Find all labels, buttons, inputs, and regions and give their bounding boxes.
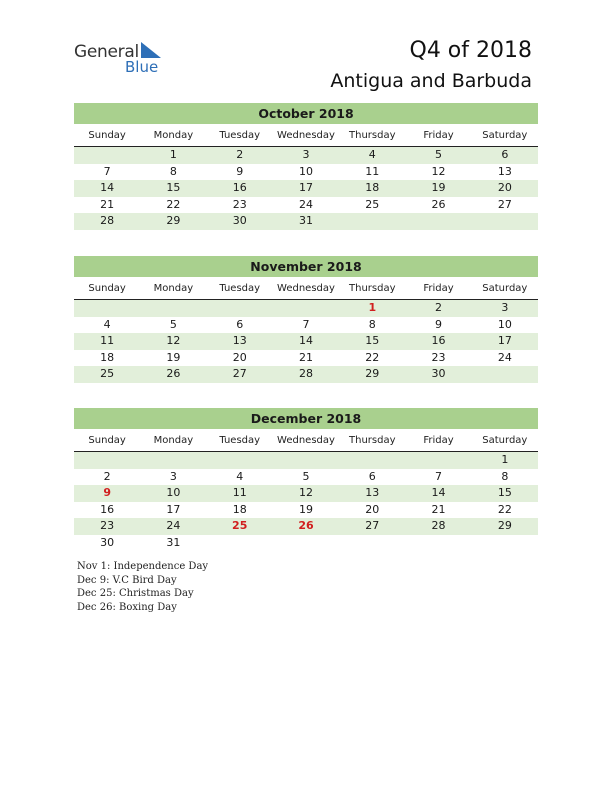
day-cell: 24 (298, 197, 313, 211)
day-cell (74, 147, 140, 164)
week-row (74, 350, 538, 367)
day-cell: 2 (236, 148, 244, 161)
day-cell: 19 (166, 350, 181, 364)
day-cell: 16 (232, 181, 247, 194)
day-cell (405, 535, 471, 552)
day-cell: 24 (497, 350, 512, 364)
day-cell: 29 (365, 367, 380, 380)
weekday-label: Friday (423, 130, 454, 141)
day-cell: 31 (298, 214, 313, 227)
day-cell: 3 (169, 469, 177, 483)
day-cell: 5 (302, 469, 310, 483)
week-row (74, 333, 538, 350)
day-cell: 7 (435, 469, 443, 483)
weekday-label: Thursday (349, 283, 396, 294)
day-cell: 25 (100, 367, 115, 380)
day-cell: 7 (302, 317, 310, 331)
holiday-note: Nov 1: Independence Day (77, 561, 209, 572)
day-cell (405, 452, 471, 469)
day-cell: 6 (368, 469, 376, 483)
day-cell: 27 (232, 367, 247, 380)
day-cell: 26 (166, 367, 181, 380)
day-cell: 25 (365, 197, 380, 211)
holiday-day-cell: 1 (368, 301, 377, 314)
day-cell: 19 (431, 181, 446, 194)
day-cell: 23 (232, 197, 247, 211)
day-cell: 30 (100, 535, 115, 549)
weekday-header-row (74, 432, 538, 452)
day-cell: 23 (100, 519, 115, 532)
day-cell: 8 (501, 469, 509, 483)
day-cell (207, 300, 273, 317)
day-cell: 8 (368, 317, 376, 331)
day-cell: 21 (100, 197, 115, 211)
holiday-day-cell: 9 (103, 486, 111, 499)
week-row (74, 317, 538, 334)
day-cell: 13 (365, 486, 380, 499)
day-cell: 24 (166, 519, 181, 532)
day-cell: 14 (431, 486, 446, 499)
day-cell: 1 (501, 453, 509, 466)
day-cell: 29 (166, 214, 181, 227)
day-cell: 6 (236, 317, 244, 331)
day-cell (207, 535, 273, 552)
day-cell: 29 (497, 519, 512, 532)
day-cell (339, 213, 405, 230)
day-cell: 12 (431, 164, 446, 178)
day-cell (273, 300, 339, 317)
day-cell: 30 (431, 367, 446, 380)
month-october (74, 103, 538, 230)
holiday-day-cell: 26 (298, 519, 314, 532)
brand-word-general: General (74, 42, 139, 62)
day-cell: 12 (166, 334, 181, 347)
day-cell: 3 (501, 301, 509, 314)
week-row (74, 366, 538, 383)
weekday-label: Saturday (482, 283, 528, 294)
page-title: Q4 of 2018 (409, 38, 532, 63)
day-cell: 17 (298, 181, 313, 194)
brand-logo (74, 42, 174, 78)
weekday-label: Saturday (482, 435, 528, 446)
day-cell: 1 (169, 148, 177, 161)
day-cell: 2 (103, 469, 111, 483)
day-cell: 15 (365, 334, 380, 347)
holiday-note: Dec 25: Christmas Day (77, 588, 194, 600)
day-cell: 17 (166, 502, 181, 516)
day-cell: 20 (232, 350, 247, 364)
day-cell: 20 (365, 502, 380, 516)
day-cell: 18 (365, 181, 380, 194)
day-cell: 30 (232, 214, 247, 227)
week-row (74, 147, 538, 164)
day-cell (339, 535, 405, 552)
day-cell: 11 (365, 164, 380, 178)
day-cell (207, 452, 273, 469)
day-cell: 21 (431, 502, 446, 516)
weekday-label: Wednesday (277, 130, 335, 141)
day-cell: 28 (100, 214, 115, 227)
day-cell: 9 (435, 317, 443, 331)
holiday-notes (77, 560, 208, 614)
day-cell: 23 (431, 350, 446, 364)
day-cell: 18 (232, 502, 247, 516)
month-november (74, 256, 538, 383)
day-cell: 21 (298, 350, 313, 364)
day-cell (472, 213, 538, 230)
day-cell: 20 (497, 181, 512, 194)
day-cell: 14 (100, 181, 115, 194)
day-cell: 11 (232, 486, 247, 499)
day-cell (405, 213, 471, 230)
weekday-label: Thursday (349, 435, 396, 446)
day-cell: 16 (431, 334, 446, 347)
week-row (74, 469, 538, 486)
day-cell: 18 (100, 350, 115, 364)
weekday-label: Tuesday (219, 130, 261, 141)
holiday-day-cell: 25 (232, 519, 248, 532)
day-cell: 10 (298, 164, 313, 178)
day-cell (273, 452, 339, 469)
day-cell: 10 (497, 317, 512, 331)
week-row (74, 502, 538, 519)
day-cell: 12 (298, 486, 313, 499)
brand-word-blue: Blue (125, 58, 159, 76)
day-cell: 13 (497, 164, 512, 178)
day-cell (140, 452, 206, 469)
weekday-label: Monday (153, 130, 194, 141)
day-cell: 15 (166, 181, 181, 194)
weekday-label: Friday (423, 435, 454, 446)
day-cell: 13 (232, 334, 247, 347)
day-cell: 5 (435, 148, 443, 161)
weekday-header-row (74, 280, 538, 300)
day-cell (74, 300, 140, 317)
month-title: November 2018 (74, 256, 538, 277)
holiday-note: Dec 26: Boxing Day (77, 601, 177, 613)
day-cell: 22 (497, 502, 512, 516)
day-cell: 17 (497, 334, 512, 347)
day-cell (339, 452, 405, 469)
weekday-label: Sunday (88, 435, 126, 446)
day-cell (273, 535, 339, 552)
day-cell: 27 (365, 519, 380, 532)
week-row (74, 535, 538, 552)
day-cell: 5 (169, 317, 177, 331)
day-cell: 2 (435, 301, 443, 314)
day-cell (472, 535, 538, 552)
day-cell: 28 (298, 367, 313, 380)
day-cell (140, 300, 206, 317)
week-row (74, 164, 538, 181)
weekday-label: Monday (153, 435, 194, 446)
weekday-label: Wednesday (277, 283, 335, 294)
day-cell: 4 (103, 317, 111, 331)
day-cell: 22 (365, 350, 380, 364)
day-cell: 7 (103, 164, 111, 178)
day-cell: 9 (236, 164, 244, 178)
day-cell: 27 (497, 197, 512, 211)
day-cell: 15 (497, 486, 512, 499)
day-cell: 26 (431, 197, 446, 211)
day-cell: 19 (298, 502, 313, 516)
week-row (74, 300, 538, 317)
month-title: October 2018 (74, 103, 538, 124)
day-cell: 14 (298, 334, 313, 347)
day-cell (74, 452, 140, 469)
week-row (74, 180, 538, 197)
week-row (74, 197, 538, 214)
weekday-label: Wednesday (277, 435, 335, 446)
weekday-label: Friday (423, 283, 454, 294)
day-cell: 4 (368, 148, 376, 161)
weekday-label: Saturday (482, 130, 528, 141)
day-cell: 16 (100, 502, 115, 516)
week-row (74, 452, 538, 469)
day-cell: 11 (100, 334, 115, 347)
weekday-label: Sunday (88, 130, 126, 141)
day-cell: 10 (166, 486, 181, 499)
day-cell: 6 (501, 148, 509, 161)
day-cell: 3 (302, 148, 310, 161)
weekday-label: Sunday (88, 283, 126, 294)
weekday-label: Thursday (349, 130, 396, 141)
week-row (74, 518, 538, 535)
week-row (74, 485, 538, 502)
weekday-label: Tuesday (219, 435, 261, 446)
page-subtitle: Antigua and Barbuda (330, 70, 532, 92)
weekday-label: Tuesday (219, 283, 261, 294)
month-december (74, 408, 538, 551)
month-title: December 2018 (74, 408, 538, 429)
day-cell: 28 (431, 519, 446, 532)
weekday-label: Monday (153, 283, 194, 294)
day-cell: 8 (169, 164, 177, 178)
weekday-header-row (74, 127, 538, 147)
holiday-note: Dec 9: V.C Bird Day (77, 574, 177, 586)
day-cell: 22 (166, 197, 181, 211)
day-cell: 31 (166, 535, 181, 549)
week-row (74, 213, 538, 230)
day-cell: 4 (236, 469, 244, 483)
day-cell (472, 366, 538, 383)
